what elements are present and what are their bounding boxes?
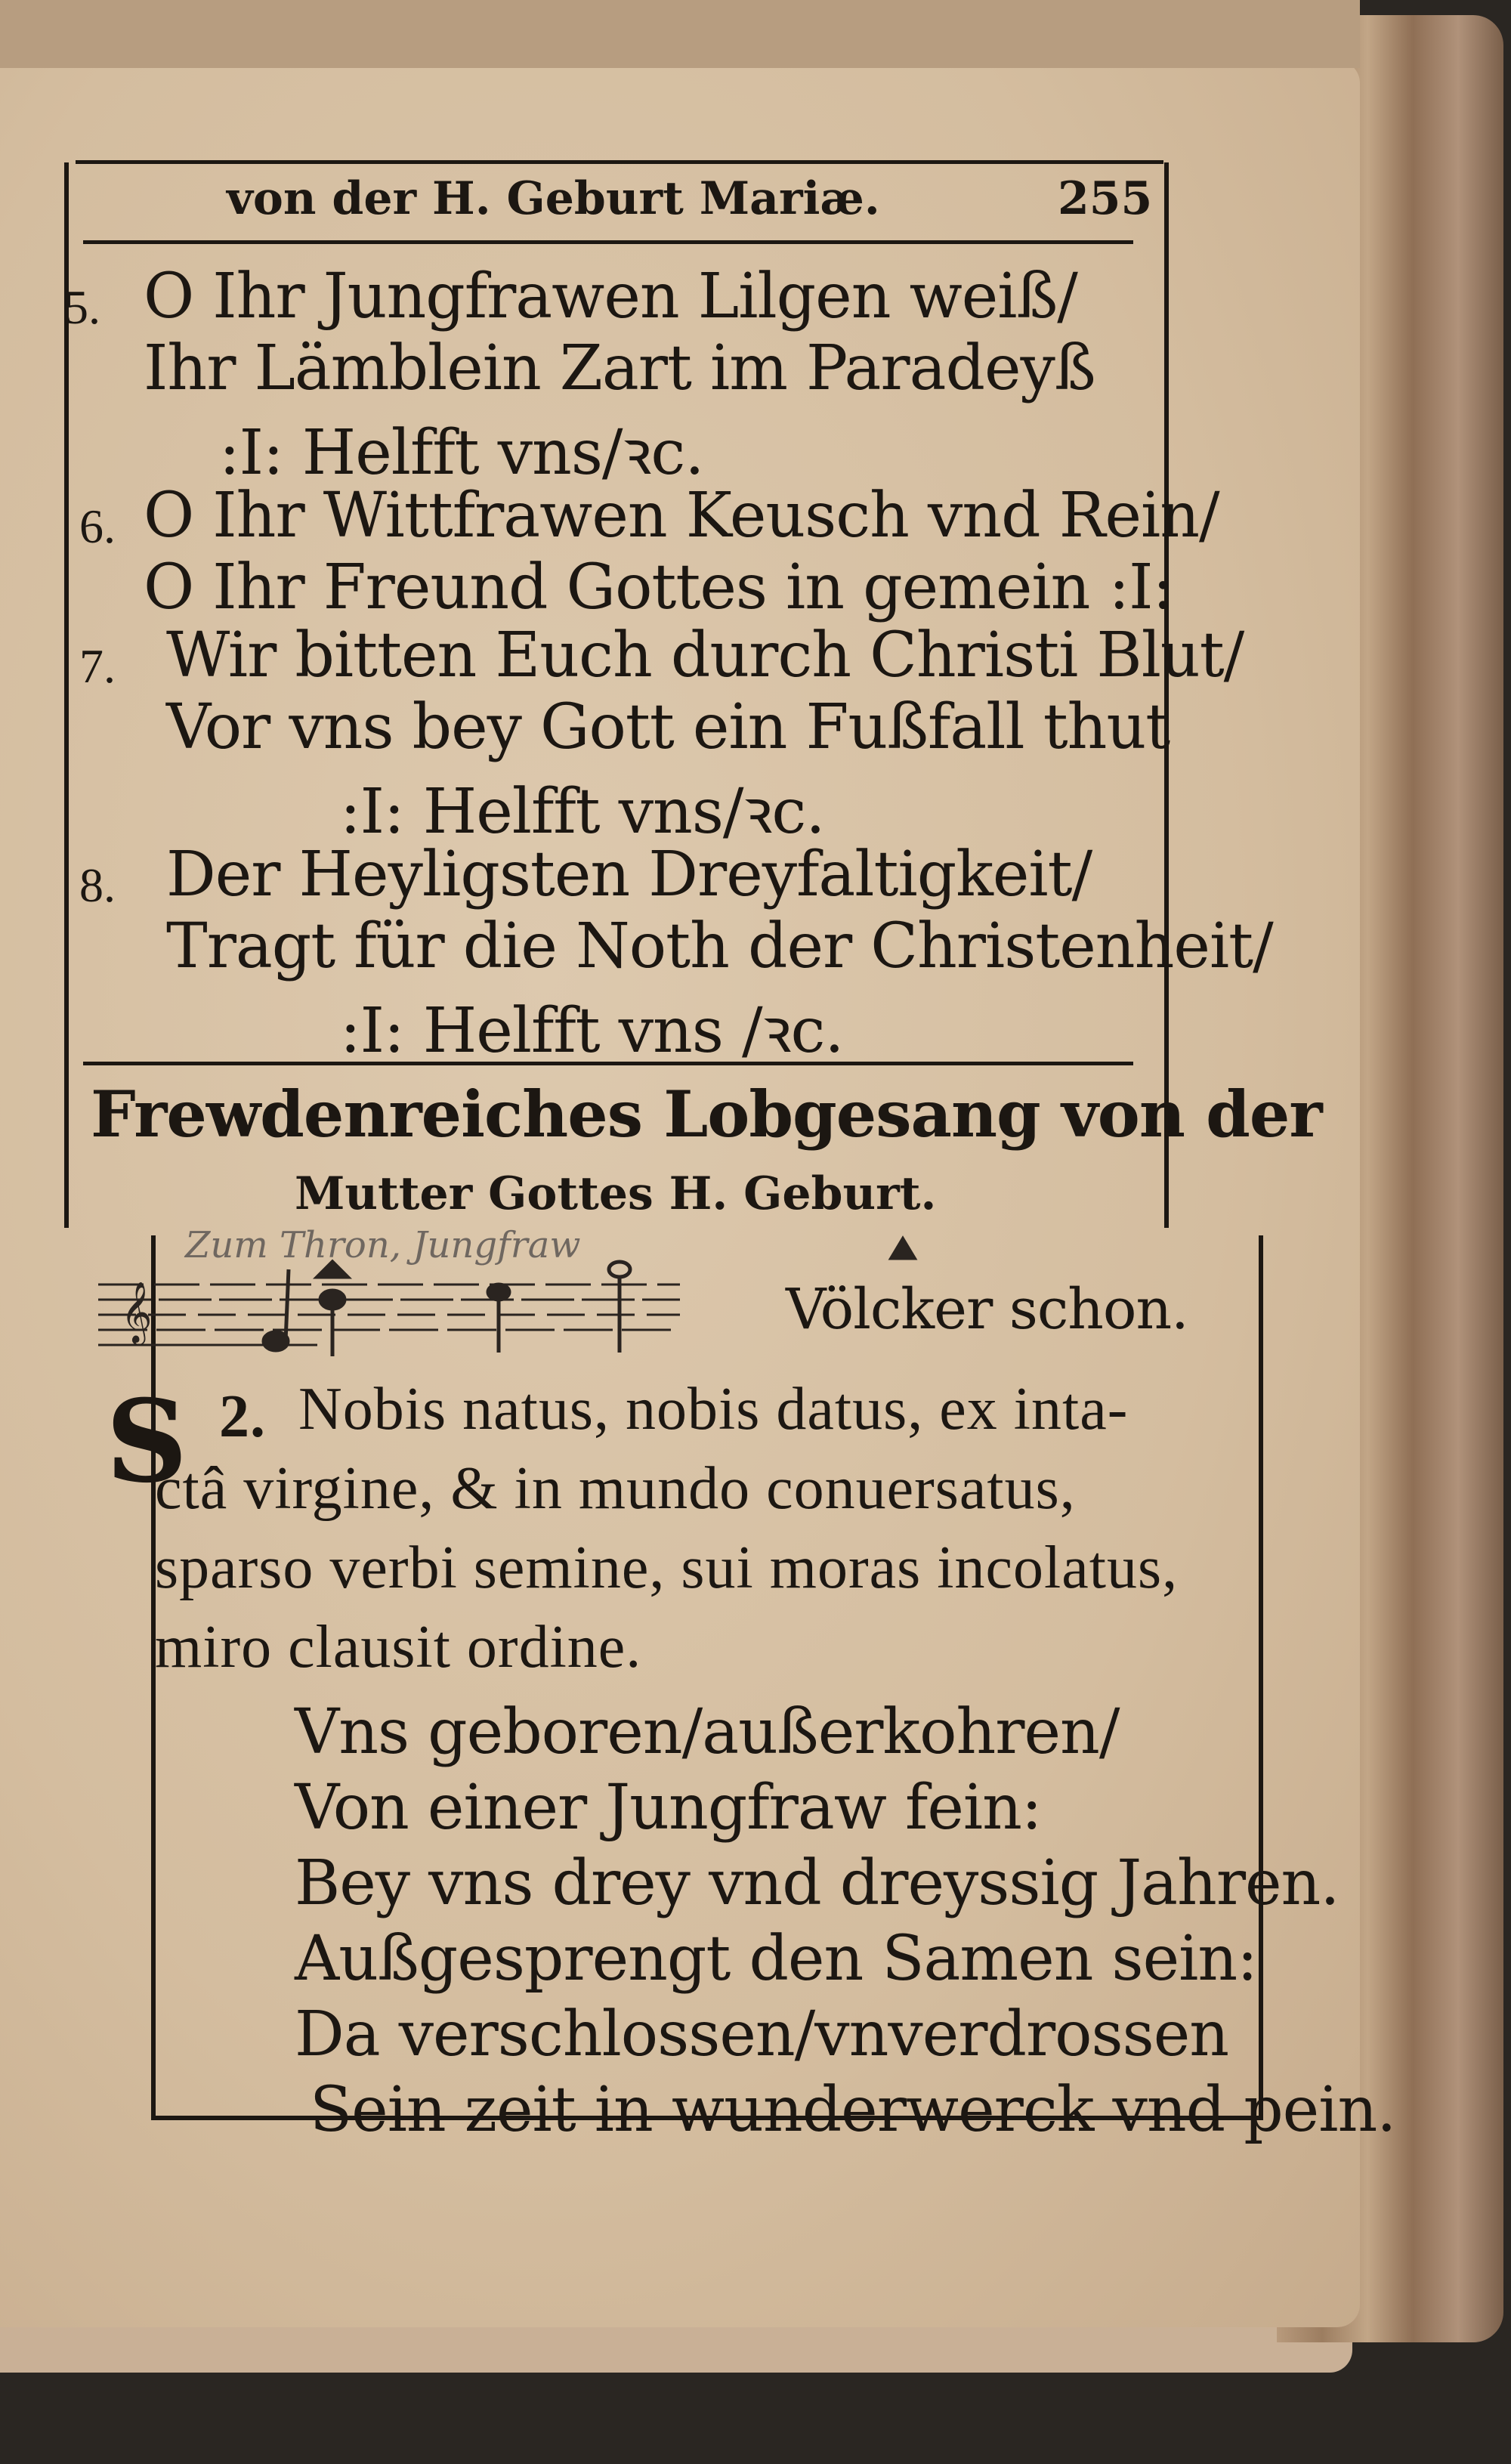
verse-number: 7. xyxy=(79,639,116,693)
running-title: von der H. Geburt Mariæ. xyxy=(227,172,880,225)
german-line: Außgesprengt den Samen sein: xyxy=(295,1923,1257,1995)
verse-line: Vor vns bey Gott ein Fußfall thut xyxy=(166,691,1170,763)
page-top-edge xyxy=(0,0,1360,68)
stanza-number: 2. xyxy=(219,1383,266,1450)
verse-number: 5. xyxy=(64,280,100,334)
staff-lines xyxy=(98,1285,680,1345)
drop-cap: S xyxy=(106,1375,188,1508)
german-line: Bey vns drey vnd dreyssig Jahren. xyxy=(295,1847,1340,1919)
verse-line: O Ihr Freund Gottes in gemein :I: xyxy=(144,552,1173,623)
german-line: Vns geboren/außerkohren/ xyxy=(295,1696,1120,1768)
song-subtitle: Mutter Gottes H. Geburt. xyxy=(295,1167,937,1220)
latin-line: miro clausit ordine. xyxy=(155,1614,642,1680)
verse-number: 6. xyxy=(79,499,116,553)
verse-line: Tragt für die Noth der Christenheit/ xyxy=(166,910,1273,982)
verse-number: 8. xyxy=(79,858,116,912)
verse-line: Ihr Lämblein Zart im Paradeyß xyxy=(144,332,1095,404)
verse-line: Wir bitten Euch durch Christi Blut/ xyxy=(166,620,1244,691)
latin-line: ctâ virgine, & in mundo conuersatus, xyxy=(155,1455,1076,1522)
verse-line: Der Heyligsten Dreyfaltigkeit/ xyxy=(166,839,1092,910)
latin-line: sparso verbi semine, sui moras incolatus, xyxy=(155,1535,1179,1601)
german-line: Da verschlossen/vnverdrossen xyxy=(295,1999,1229,2070)
header-rule-top xyxy=(76,160,1163,164)
header-rule-bottom xyxy=(83,240,1133,244)
verse-line: O Ihr Jungfrawen Lilgen weiß/ xyxy=(144,261,1077,332)
page-number: 255 xyxy=(1058,172,1153,225)
german-line: Von einer Jungfraw fein: xyxy=(295,1772,1042,1844)
german-line: Sein zeit in wunderwerck vnd pein. xyxy=(310,2074,1396,2146)
verse-refrain: :I: Helfft vns/ꝛc. xyxy=(219,417,704,489)
song-title: Frewdenreiches Lobgesang von der xyxy=(91,1077,1322,1152)
latin-line: Nobis natus, nobis datus, ex inta- xyxy=(298,1376,1129,1442)
verse-refrain: :I: Helfft vns /ꝛc. xyxy=(340,995,844,1067)
verse-refrain: :I: Helfft vns/ꝛc. xyxy=(340,776,825,848)
clef-icon: 𝄞 xyxy=(121,1281,153,1343)
handwritten-annotation: Zum Thron, Jungfraw xyxy=(185,1224,581,1266)
verse-line: O Ihr Wittfrawen Keusch vnd Rein/ xyxy=(144,480,1219,552)
music-text: Völcker schon. xyxy=(786,1277,1188,1342)
